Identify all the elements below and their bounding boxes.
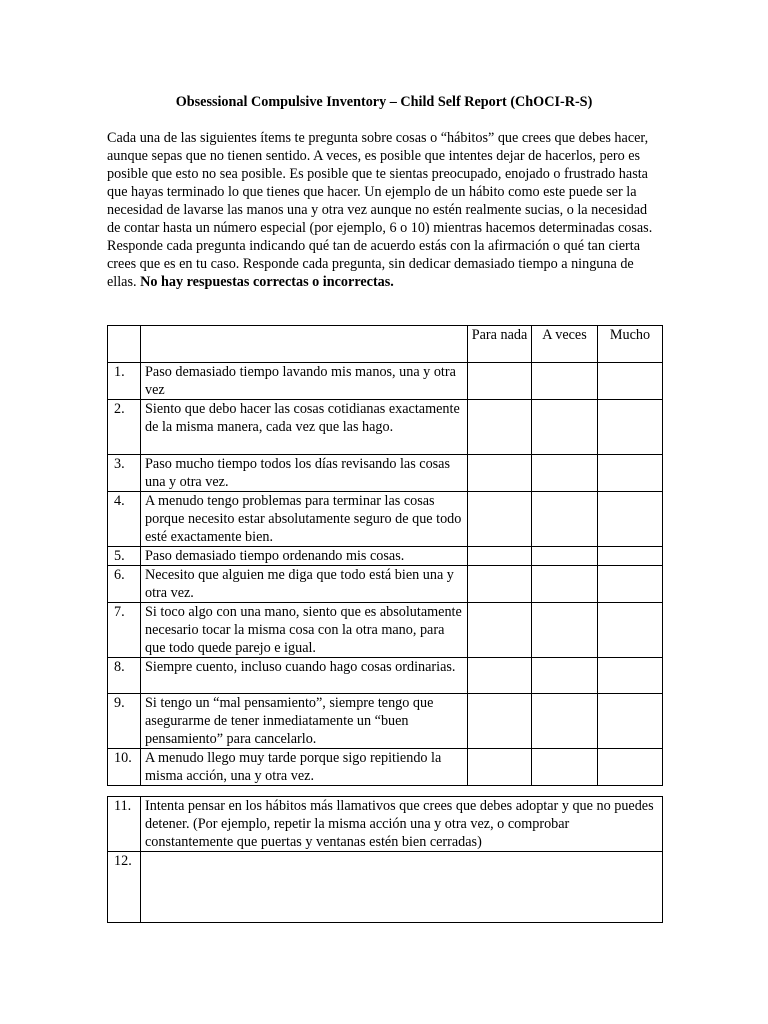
item-number: 9. <box>108 694 141 749</box>
table-row <box>108 852 663 923</box>
table-row <box>108 363 663 400</box>
header-para-nada: Para nada <box>468 326 532 363</box>
answer-cell-para-nada[interactable] <box>468 603 532 658</box>
answer-cell-a-veces[interactable] <box>532 694 598 749</box>
answer-cell-mucho[interactable] <box>598 749 663 786</box>
header-empty-text <box>141 326 468 363</box>
answer-cell-a-veces[interactable] <box>532 455 598 492</box>
instructions-text: Responde cada pregunta indicando qué tan de acuerdo estás con la afirmación o qué tan cierta crees que es en tu caso. Responde cada pregunta, sin dedicar demasiado tiempo a ninguna de ellas. <box>107 238 640 290</box>
answer-cell-a-veces[interactable] <box>532 749 598 786</box>
answer-cell-para-nada[interactable] <box>468 566 532 603</box>
table-row <box>108 797 663 852</box>
item-text: Intenta pensar en los hábitos más llamativos que crees que debes adoptar y que no puedes detener. (Por ejemplo, repetir la misma acción una y otra vez, o comprobar constantemente que puertas y ventanas estén bien cerradas) <box>141 797 663 852</box>
answer-cell-a-veces[interactable] <box>532 363 598 400</box>
header-mucho: Mucho <box>598 326 663 363</box>
answer-cell-para-nada[interactable] <box>468 363 532 400</box>
item-number: 8. <box>108 658 141 694</box>
instructions <box>107 129 655 291</box>
answer-cell-a-veces[interactable] <box>532 547 598 566</box>
answer-cell-para-nada[interactable] <box>468 694 532 749</box>
answer-cell-a-veces[interactable] <box>532 658 598 694</box>
table-row <box>108 547 663 566</box>
table-row <box>108 658 663 694</box>
item-number: 2. <box>108 400 141 455</box>
answer-cell-para-nada[interactable] <box>468 749 532 786</box>
header-row <box>108 326 663 363</box>
table-row <box>108 749 663 786</box>
item-text: Siempre cuento, incluso cuando hago cosas ordinarias. <box>141 658 468 694</box>
answer-area[interactable] <box>141 852 663 923</box>
answer-cell-mucho[interactable] <box>598 603 663 658</box>
item-number: 6. <box>108 566 141 603</box>
answer-cell-mucho[interactable] <box>598 694 663 749</box>
answer-cell-a-veces[interactable] <box>532 400 598 455</box>
item-number: 7. <box>108 603 141 658</box>
instructions-paragraph-1: Cada una de las siguientes ítems te pregunta sobre cosas o “hábitos” que crees que debes hacer, aunque sepas que no tienen sentido. A veces, es posible que intentes dejar de hacerlos, pero es posible que esto no sea posible. Es posible que te sientas preocupado, enojado o frustrado hasta que hayas terminado lo que tienes que hacer. Un ejemplo de un hábito como este puede ser la necesidad de lavarse las manos una y otra vez aunque no estén realmente sucias, o la necesidad de contar hasta un número especial (por ejemplo, 6 o 10) mientras hacemos determinadas cosas. <box>107 130 653 236</box>
item-number: 10. <box>108 749 141 786</box>
header-empty-num <box>108 326 141 363</box>
item-text: Paso demasiado tiempo ordenando mis cosas. <box>141 547 468 566</box>
instructions-paragraph-2 <box>107 237 655 291</box>
answer-cell-para-nada[interactable] <box>468 547 532 566</box>
open-questions-table <box>107 796 663 923</box>
item-text: Paso demasiado tiempo lavando mis manos, una y otra vez <box>141 363 468 400</box>
item-number: 5. <box>108 547 141 566</box>
answer-cell-a-veces[interactable] <box>532 566 598 603</box>
answer-cell-para-nada[interactable] <box>468 658 532 694</box>
item-number: 11. <box>108 797 141 852</box>
answer-cell-para-nada[interactable] <box>468 455 532 492</box>
item-text: Si tengo un “mal pensamiento”, siempre tengo que asegurarme de tener inmediatamente un “buen pensamiento” para cancelarlo. <box>141 694 468 749</box>
answer-cell-mucho[interactable] <box>598 492 663 547</box>
item-number: 4. <box>108 492 141 547</box>
item-text: Siento que debo hacer las cosas cotidianas exactamente de la misma manera, cada vez que las hago. <box>141 400 468 455</box>
instructions-emphasis: No hay respuestas correctas o incorrectas. <box>140 274 394 290</box>
answer-cell-a-veces[interactable] <box>532 492 598 547</box>
table-row <box>108 603 663 658</box>
table-row <box>108 400 663 455</box>
item-number: 12. <box>108 852 141 923</box>
answer-cell-para-nada[interactable] <box>468 492 532 547</box>
item-number: 3. <box>108 455 141 492</box>
table-row <box>108 492 663 547</box>
questionnaire-table <box>107 325 663 786</box>
item-text: Necesito que alguien me diga que todo está bien una y otra vez. <box>141 566 468 603</box>
answer-cell-a-veces[interactable] <box>532 603 598 658</box>
answer-cell-mucho[interactable] <box>598 400 663 455</box>
answer-cell-mucho[interactable] <box>598 658 663 694</box>
table-row <box>108 694 663 749</box>
item-text: A menudo llego muy tarde porque sigo repitiendo la misma acción, una y otra vez. <box>141 749 468 786</box>
answer-cell-para-nada[interactable] <box>468 400 532 455</box>
item-text: A menudo tengo problemas para terminar las cosas porque necesito estar absolutamente seguro de que todo esté exactamente bien. <box>141 492 468 547</box>
answer-cell-mucho[interactable] <box>598 455 663 492</box>
item-text: Paso mucho tiempo todos los días revisando las cosas una y otra vez. <box>141 455 468 492</box>
header-a-veces: A veces <box>532 326 598 363</box>
answer-cell-mucho[interactable] <box>598 566 663 603</box>
item-number: 1. <box>108 363 141 400</box>
answer-cell-mucho[interactable] <box>598 547 663 566</box>
page-title: Obsessional Compulsive Inventory – Child Self Report (ChOCI-R-S) <box>175 94 593 110</box>
answer-cell-mucho[interactable] <box>598 363 663 400</box>
table-row <box>108 566 663 603</box>
item-text: Si toco algo con una mano, siento que es absolutamente necesario tocar la misma cosa con la otra mano, para que todo quede parejo e igual. <box>141 603 468 658</box>
table-row <box>108 455 663 492</box>
